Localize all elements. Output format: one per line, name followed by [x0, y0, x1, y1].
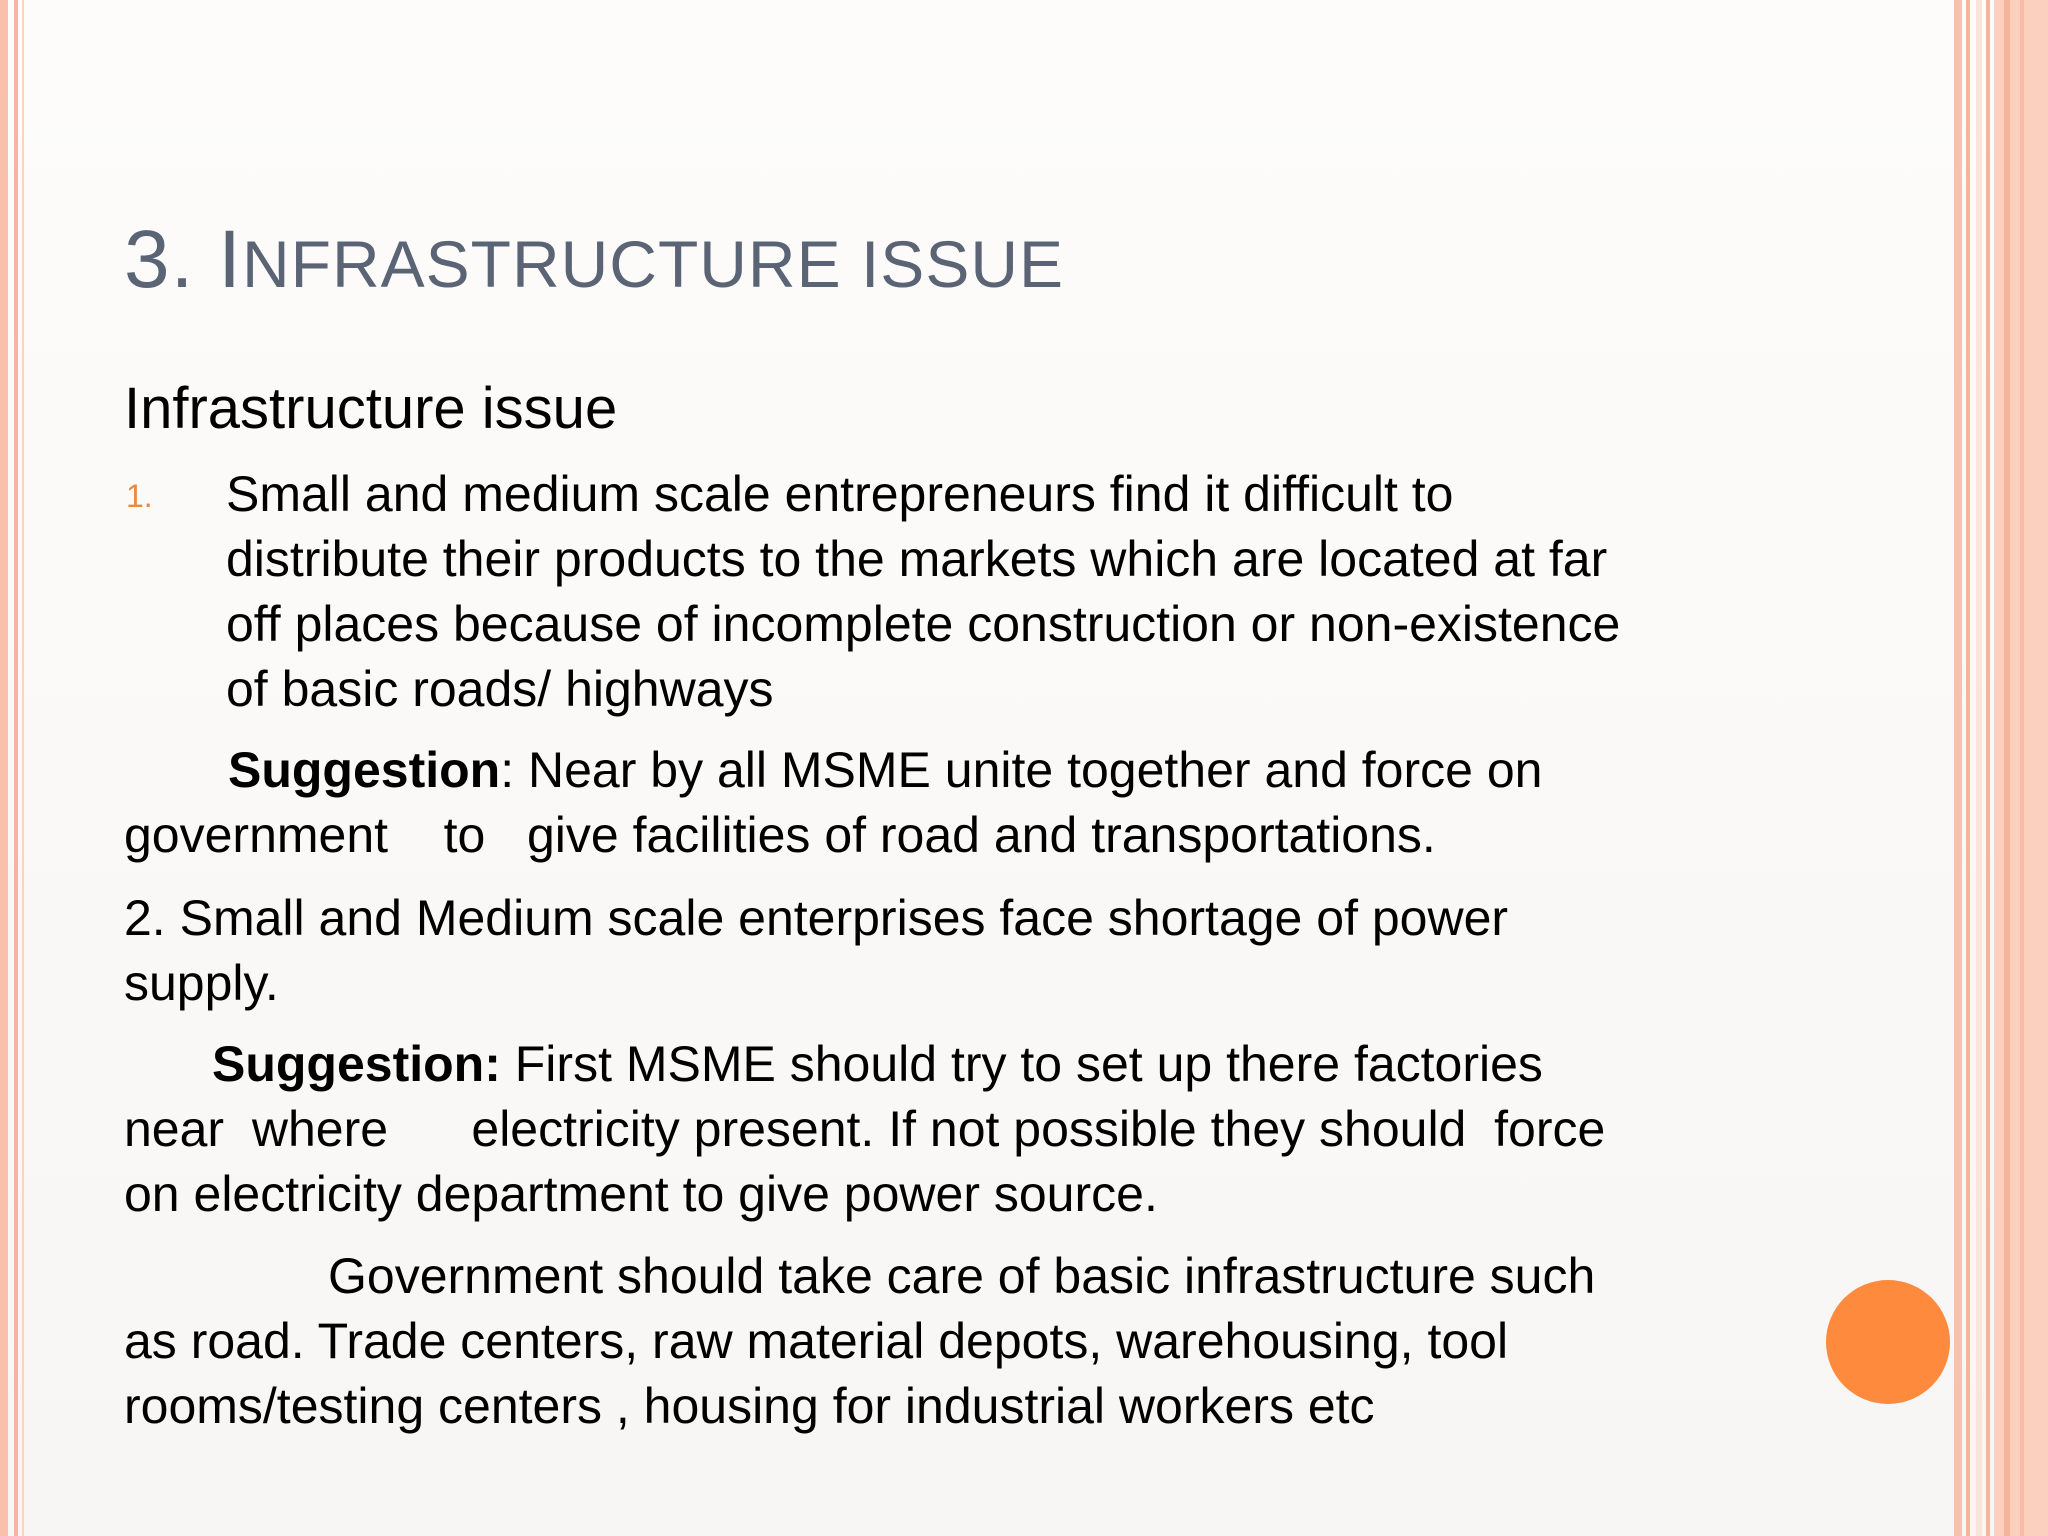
list-item-1 — [226, 462, 1620, 722]
slide-title — [124, 212, 1064, 312]
suggestion-line: government to give facilities of road and transportations. — [124, 807, 1436, 863]
list-item-line: supply. — [124, 955, 279, 1011]
suggestion-label: Suggestion — [228, 742, 501, 798]
suggestion-text: First MSME should try to set up there factories — [500, 1036, 1543, 1092]
suggestion-2 — [124, 1032, 1605, 1227]
list-item-line: of basic roads/ highways — [226, 661, 774, 717]
list-item-2 — [124, 886, 1508, 1016]
left-border-stripe — [14, 0, 18, 1536]
orange-circle-decoration — [1826, 1280, 1950, 1404]
suggestion-1 — [124, 738, 1542, 868]
right-border-stripe — [1954, 0, 1962, 1536]
title-number: 3. — [124, 214, 219, 305]
right-border-stripe — [2020, 0, 2024, 1536]
list-number: 1. — [126, 478, 153, 514]
suggestion-line: near where electricity present. If not possible they should force — [124, 1101, 1606, 1157]
suggestion-line — [124, 1032, 1605, 1097]
title-first-letter: I — [218, 214, 242, 305]
list-item-line: 2. Small and Medium scale enterprises face shortage of power — [124, 890, 1509, 946]
paragraph-line: rooms/testing centers , housing for industrial workers etc — [124, 1378, 1375, 1434]
left-border-stripe — [22, 0, 24, 1536]
suggestion-line — [124, 738, 1542, 803]
paragraph-line: as road. Trade centers, raw material depots, warehousing, tool — [124, 1313, 1509, 1369]
suggestion-line: on electricity department to give power source. — [124, 1166, 1158, 1222]
list-item-line: distribute their products to the markets which are located at far — [226, 531, 1608, 587]
paragraph-line: Government should take care of basic infrastructure such — [328, 1248, 1596, 1304]
closing-paragraph — [124, 1244, 1595, 1439]
right-border-stripe — [1986, 0, 1990, 1536]
list-item-line: Small and medium scale entrepreneurs find it difficult to — [226, 466, 1454, 522]
suggestion-label: Suggestion: — [212, 1036, 501, 1092]
right-border-stripe — [1976, 0, 1982, 1536]
right-border-stripe — [1966, 0, 1970, 1536]
list-item-line: off places because of incomplete construction or non-existence — [226, 596, 1621, 652]
right-border-stripe — [2004, 0, 2010, 1536]
slide-subtitle: Infrastructure issue — [124, 376, 618, 441]
suggestion-text: : Near by all MSME unite together and force on — [500, 742, 1543, 798]
left-border-stripe — [0, 0, 8, 1536]
title-rest: NFRASTRUCTURE ISSUE — [241, 227, 1065, 301]
